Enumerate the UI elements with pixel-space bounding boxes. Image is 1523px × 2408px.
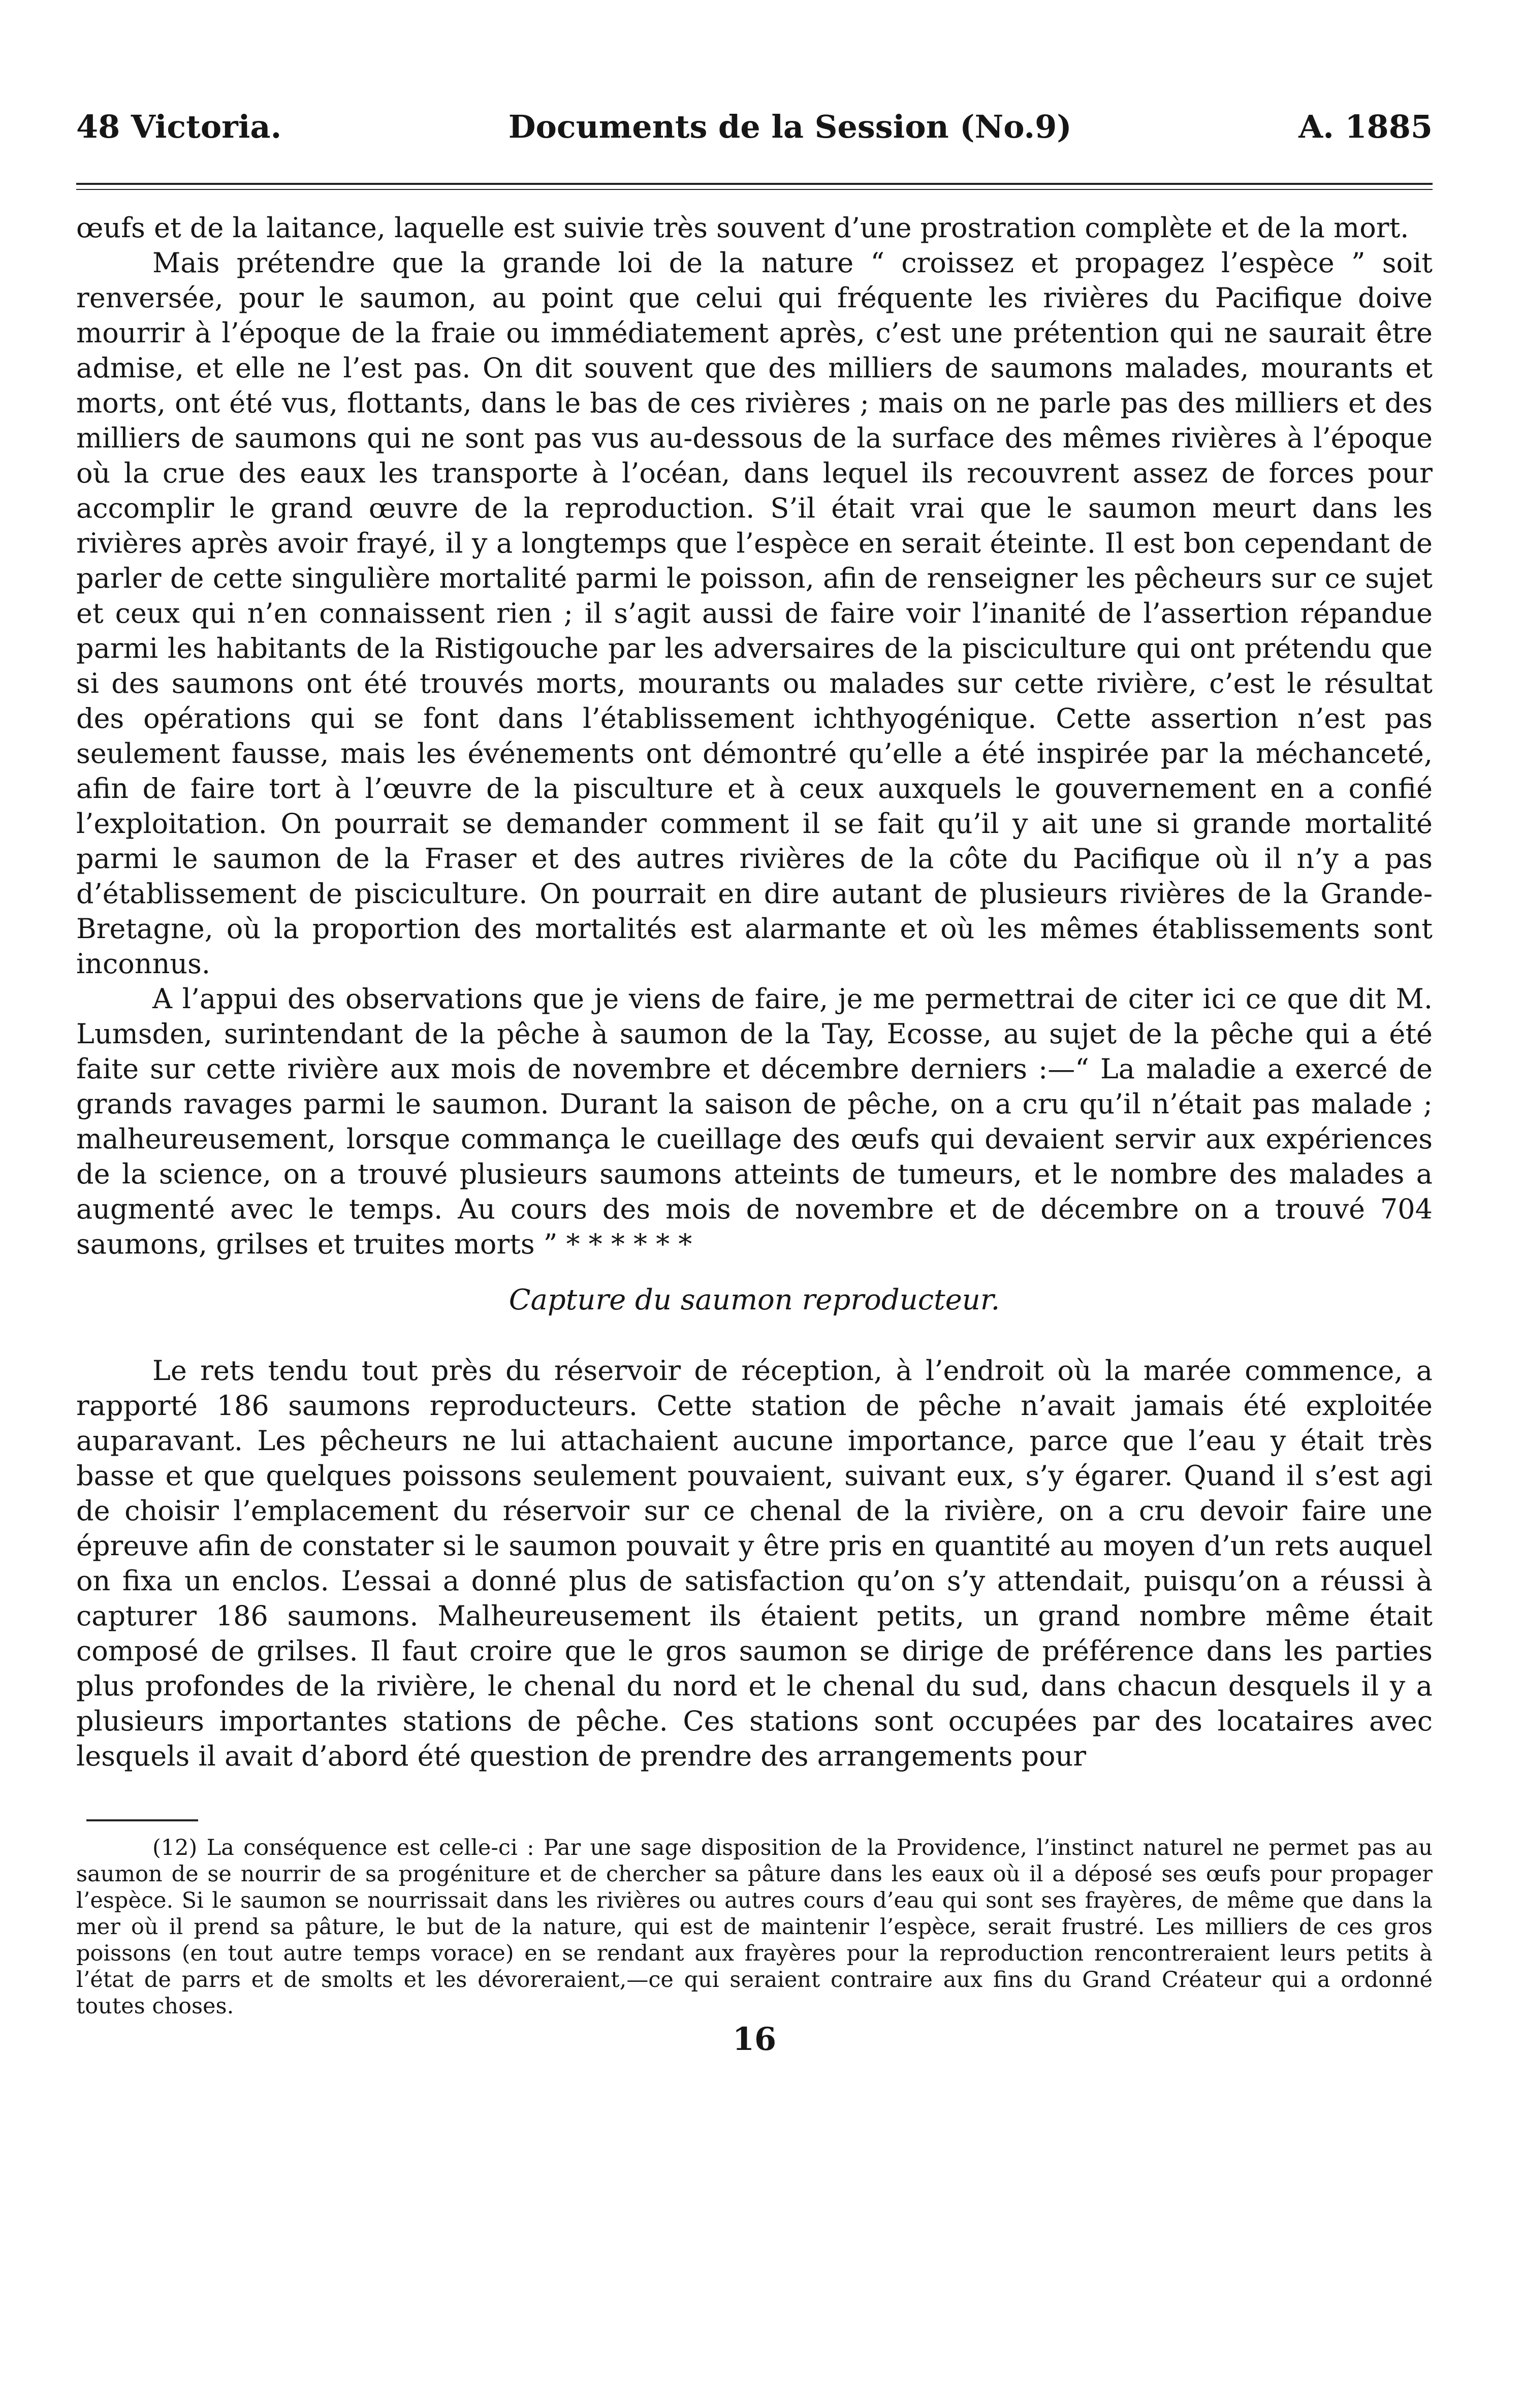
paragraph-mortality: Mais prétendre que la grande loi de la nature “ croissez et propagez l’espèce ” soit renversée, pour le saumon, au point que celui qui fréquente les rivières du Pacifique doive mourrir à l’époque de la fraie ou immédiatement après, c’est une prétention qui ne saurait être admise, et elle ne l’est pas. On dit souvent que des milliers de saumons malades, mourants et morts, ont été vus, flottants, dans le bas de ces rivières ; mais on ne parle pas des milliers et des milliers de saumons qui ne sont pas vus au-dessous de la surface des mêmes rivières à l’époque où la crue des eaux les transporte à l’océan, dans lequel ils recouvrent assez de forces pour accomplir le grand œuvre de la reproduction. S’il était vrai que le saumon meurt dans les rivières après avoir frayé, il y a longtemps que l’espèce en serait éteinte. Il est bon cependant de parler de cette singulière mortalité parmi le poisson, afin de renseigner les pêcheurs sur ce sujet et ceux qui n’en connaissent rien ; il s’agit aussi de faire voir l’inanité de l’assertion répandue parmi les habitants de la Ristigouche par les adversaires de la pisciculture qui ont prétendu que si des saumons ont été trouvés morts, mourants ou malades sur cette rivière, c’est le résultat des opérations qui se font dans l’établissement ichthyogénique. Cette assertion n’est pas seulement fausse, mais les événements ont démontré qu’elle a été inspirée par la méchanceté, afin de faire tort à l’œuvre de la pisculture et à ceux auxquels le gouvernement en a confié l’exploitation. On pourrait se demander comment il se fait qu’il y ait une si grande mortalité parmi le saumon de la Fraser et des autres rivières de la côte du Pacifique où il n’y a pas d’établissement de pisciculture. On pourrait en dire autant de plusieurs rivières de la Grande-Bretagne, où la proportion des mortalités est alarmante et où les mêmes établissements sont inconnus.: [76, 247, 1433, 980]
footnote-12: (12) La conséquence est celle-ci : Par une sage disposition de la Providence, l’instinct naturel ne permet pas au saumon de se nourrir de sa progéniture et de chercher sa pâture dans les eaux où il a déposé ses œufs pour propager l’espèce. Si le saumon se nourrissait dans les rivières ou autres cours d’eau qui sont ses frayères, de même que dans la mer où il prend sa pâture, le but de la nature, qui est de maintenir l’espèce, serait frustré. Les milliers de ces gros poissons (en tout autre temps vorace) en se rendant aux frayères pour la reproduction rencontreraient leurs petits à l’état de parrs et de smolts et les dévoreraient,—ce qui seraient contraire aux fins du Grand Créateur qui a ordonné toutes choses.: [76, 1835, 1433, 2019]
document-page: [76, 107, 1433, 2057]
footnote: [76, 1835, 1433, 2019]
paragraph-capture: Le rets tendu tout près du réservoir de réception, à l’endroit où la marée commence, a rapporté 186 saumons reproducteurs. Cette station de pêche n’avait jamais été exploitée auparavant. Les pêcheurs ne lui attachaient aucune importance, parce que l’eau y était très basse et que quelques poissons seulement pouvaient, suivant eux, s’y égarer. Quand il s’est agi de choisir l’emplacement du réservoir sur ce chenal de la rivière, on a cru devoir faire une épreuve afin de constater si le saumon pouvait y être pris en quantité au moyen d’un rets auquel on fixa un enclos. L’essai a donné plus de satisfaction qu’on s’y attendait, puisqu’on a réussi à capturer 186 saumons. Malheureusement ils étaient petits, un grand nombre même était composé de grilses. Il faut croire que le gros saumon se dirige de préférence dans les parties plus profondes de la rivière, le chenal du nord et le chenal du sud, dans chacun desquels il y a plusieurs importantes stations de pêche. Ces stations sont occupées par des locataires avec lesquels il avait d’abord été question de prendre des arrangements pour: [76, 1355, 1433, 1772]
body-text: [76, 210, 1433, 1774]
paragraph-lumsden-quote: A l’appui des observations que je viens de faire, je me permettrai de citer ici ce que dit M. Lumsden, surintendant de la pêche à saumon de la Tay, Ecosse, au sujet de la pêche qui a été faite sur cette rivière aux mois de novembre et décembre derniers :—“ La maladie a exercé de grands ravages parmi le saumon. Durant la saison de pêche, on a cru qu’il n’était pas malade ; malheureusement, lorsque commança le cueillage des œufs qui devaient servir aux expériences de la science, on a trouvé plusieurs saumons atteints de tumeurs, et le nombre des malades a augmenté avec le temps. Au cours des mois de novembre et de décembre on a trouvé 704 saumons, grilses et truites morts ” * * * * * *: [76, 983, 1433, 1260]
header-rule: [76, 183, 1433, 190]
paragraph-continuation: œufs et de la laitance, laquelle est suivie très souvent d’une prostration complète et de la mort.: [76, 212, 1409, 244]
header-year: A. 1885: [1298, 108, 1433, 145]
header-title: Documents de la Session (No.9): [508, 108, 1072, 145]
page-number: 16: [732, 2020, 777, 2058]
running-header: [76, 107, 1433, 147]
header-volume: 48 Victoria.: [76, 108, 282, 145]
footnote-rule: [86, 1819, 198, 1821]
section-heading: Capture du saumon reproducteur.: [509, 1283, 1000, 1317]
